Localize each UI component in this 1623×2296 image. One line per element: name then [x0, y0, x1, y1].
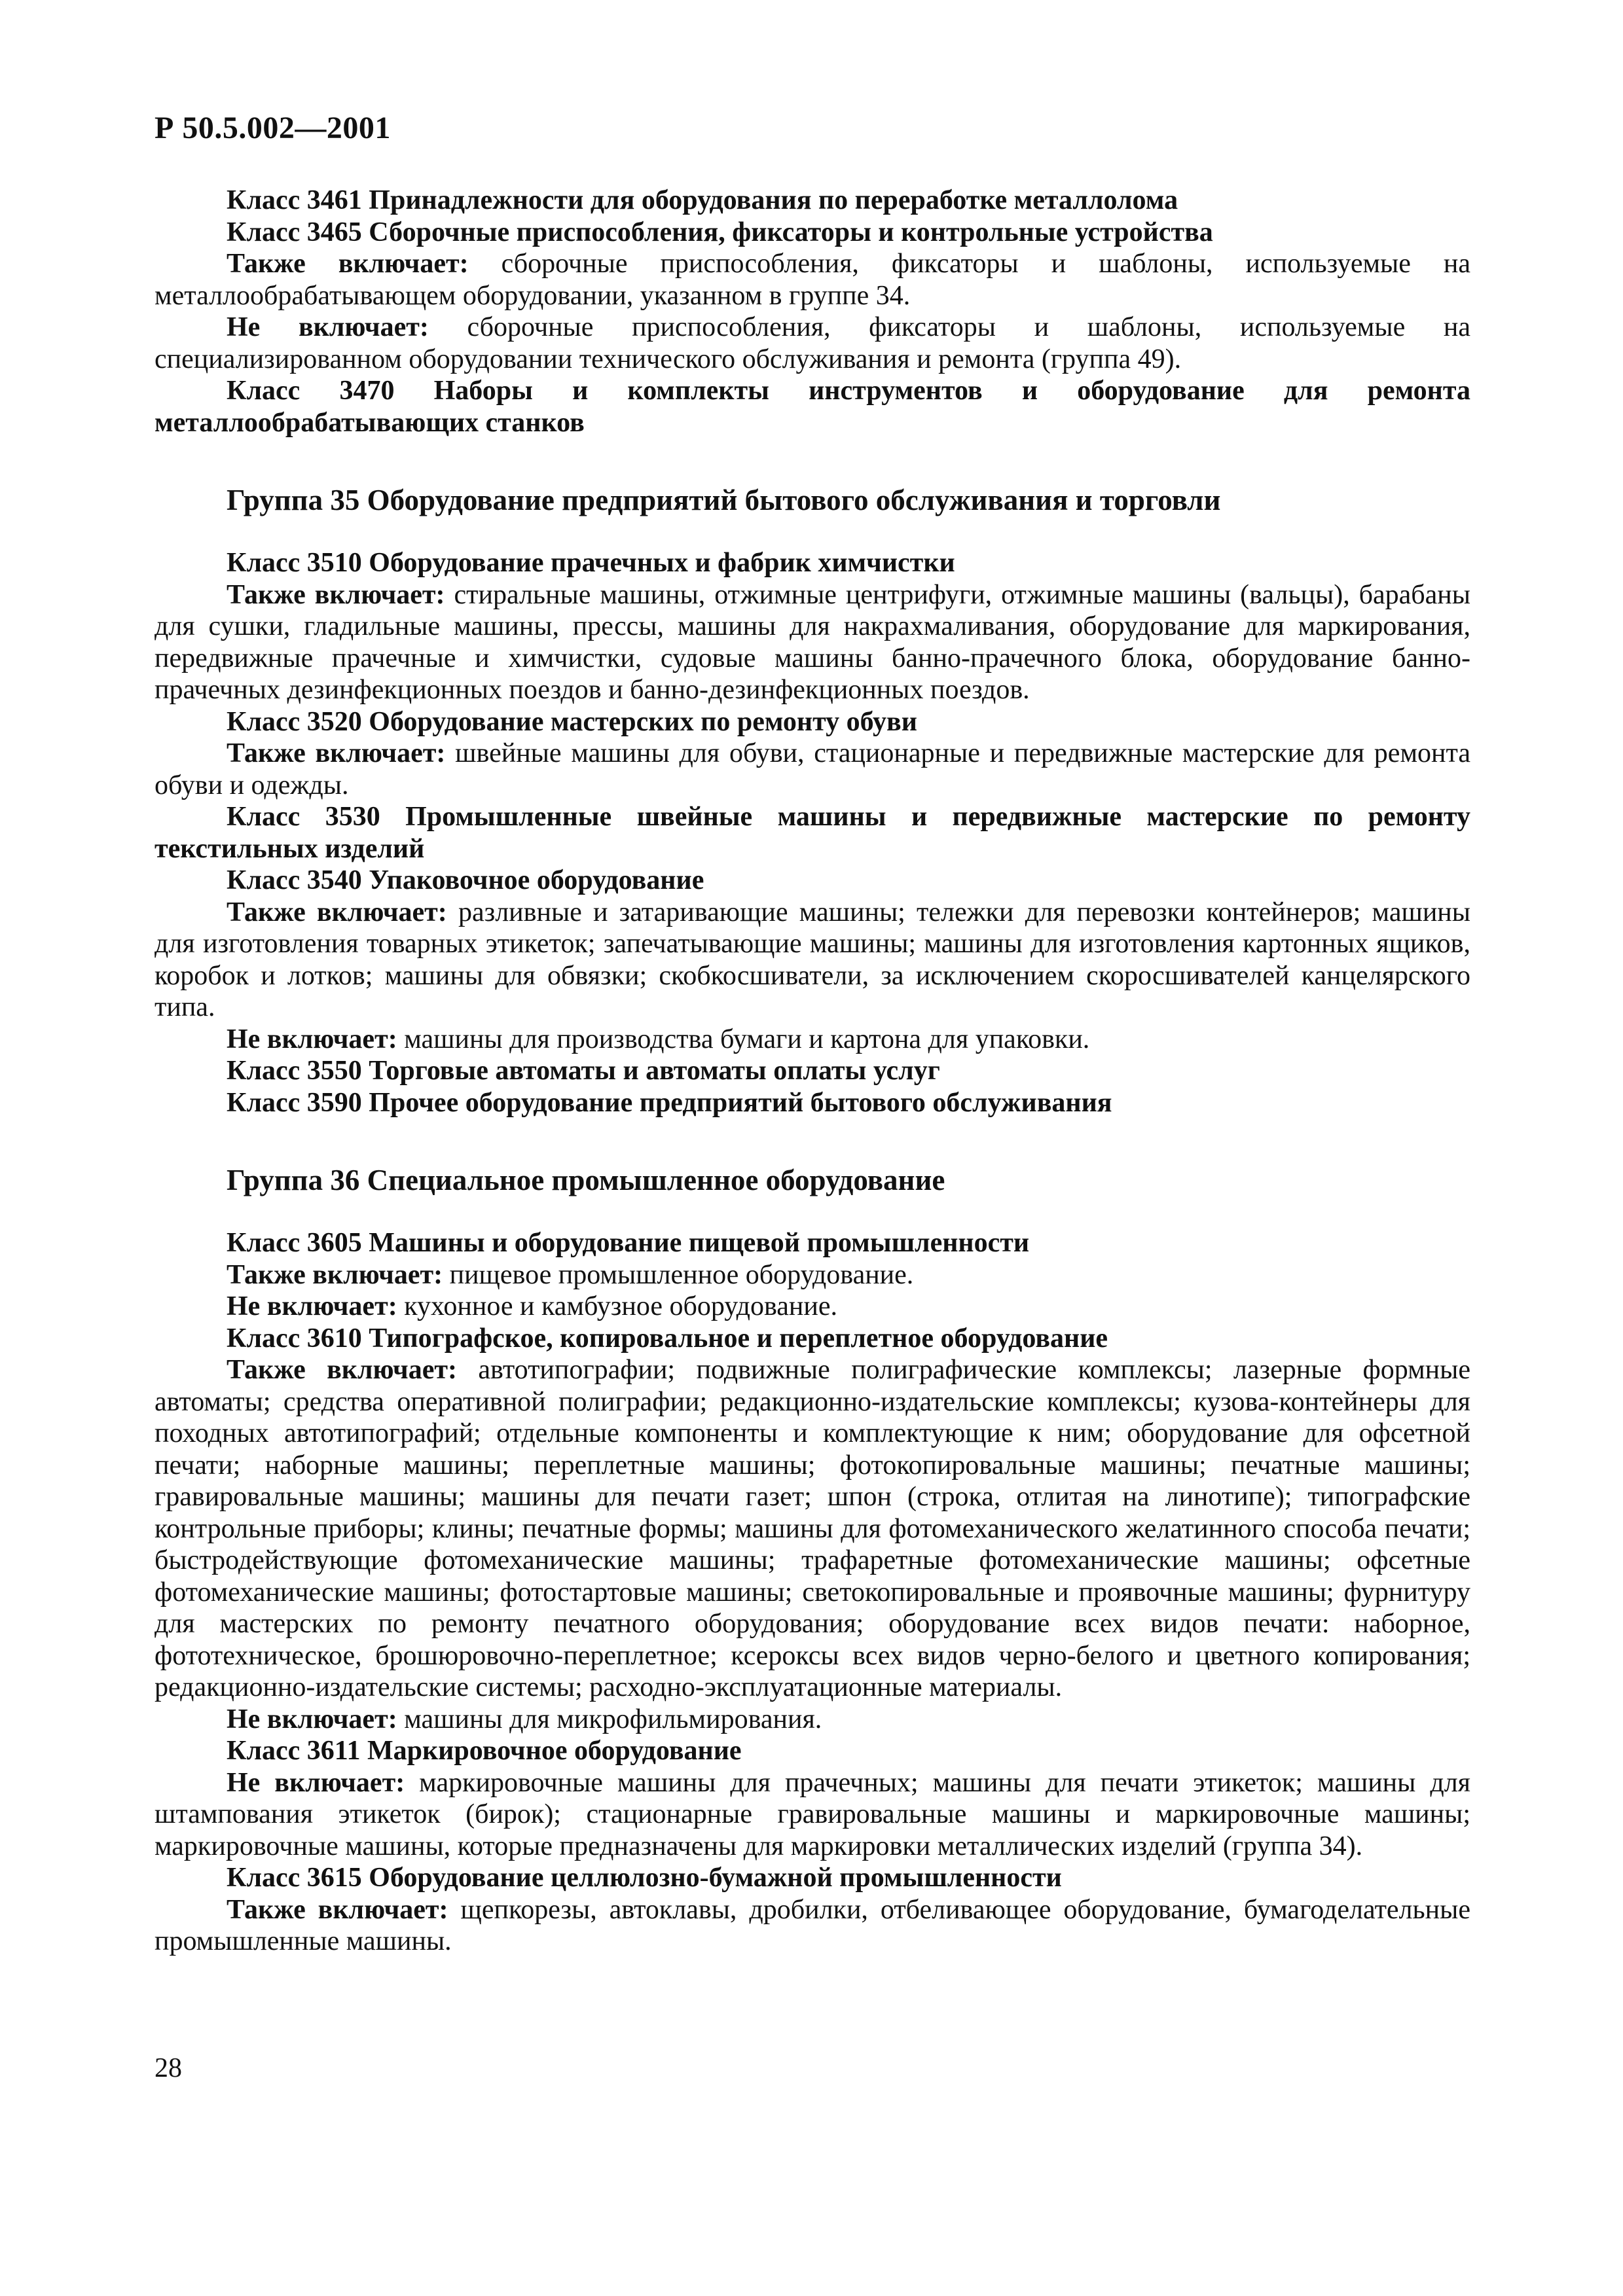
includes-label: Также включает: [227, 579, 445, 610]
excludes-label: Не включает: [227, 312, 429, 342]
class-3611-excludes [155, 1767, 1470, 1863]
class-3610-excludes-text: машины для микрофильмирования. [404, 1704, 822, 1734]
class-3530-title: Класс 3530 Промышленные швейные машины и передвижные мастерские по ремонту текстильных изделий [155, 802, 1470, 864]
group-35-heading: Группа 35 Оборудование предприятий бытового обслуживания и торговли [227, 484, 1221, 516]
excludes-label: Не включает: [227, 1024, 397, 1054]
class-3540-excludes [155, 1024, 1470, 1056]
class-3510-includes [155, 579, 1470, 706]
class-3610-excludes [155, 1704, 1470, 1736]
class-3465-excludes [155, 312, 1470, 375]
class-3470-title: Класс 3470 Наборы и комплекты инструментов и оборудование для ремонта металлообрабатывающих станков [155, 376, 1470, 438]
includes-label: Также включает: [227, 897, 447, 927]
excludes-label: Не включает: [227, 1767, 405, 1798]
document-code-header: Р 50.5.002—2001 [155, 111, 391, 145]
class-3465-includes-text: сборочные приспособления, фиксаторы и шаблоны, используемые на металлообрабатывающем оборудовании, указанном в группе 34. [155, 249, 1471, 311]
class-3605-includes-text: пищевое промышленное оборудование. [449, 1259, 914, 1290]
includes-label: Также включает: [227, 738, 446, 768]
class-3540-includes-text: разливные и затаривающие машины; тележки для перевозки контейнеров; машины для изготовления товарных этикеток; запечатывающие машины; машины для изготовления картонных ящиков, коробок и лотков; машины для обвязки; скобкосшиватели, за исключением скоросшивателей канцелярского типа. [155, 897, 1470, 1022]
class-3610-title: Класс 3610 Типографское, копировальное и переплетное оборудование [227, 1323, 1108, 1354]
class-3610-includes-text: автотипографии; подвижные полиграфические комплексы; лазерные формные автоматы; средства оперативной полиграфии; редакционно-издательские комплексы; кузова-контейнеры для походных автотипографий; отдельные компоненты и комплектующие к ним; оборудование для офсетной печати; наборные машины; переплетные машины; фотокопировальные машины; печатные машины; гравировальные машины; машины для печати газет; шпон (строка, отлитая на линотипе); типографские контрольные приборы; клины; печатные формы; машины для фотомеханического желатинного способа печати; быстродействующие фотомеханические машины; трафаретные фотомеханические машины; офсетные фотомеханические машины; фотостартовые машины; светокопировальные и проявочные машины; фурнитуру для мастерских по ремонту печатного оборудования; оборудование всех видов печати: наборное, фототехническое, брошюровочно-переплетное; ксероксы всех видов черно-белого и цветного копирования; редакционно-издательские системы; расходно-эксплуатационные материалы. [155, 1355, 1470, 1702]
class-3540-includes [155, 897, 1470, 1024]
class-3465-excludes-text: сборочные приспособления, фиксаторы и шаблоны, используемые на специализированном оборудовании технического обслуживания и ремонта (группа 49). [155, 312, 1471, 374]
class-3605-excludes-text: кухонное и камбузное оборудование. [404, 1291, 838, 1321]
class-3520-title: Класс 3520 Оборудование мастерских по ремонту обуви [227, 706, 917, 737]
class-3510-includes-text: стиральные машины, отжимные центрифуги, отжимные машины (вальцы), барабаны для сушки, гладильные машины, прессы, машины для накрахмаливания, оборудование для маркирования, передвижные прачечные и химчистки, судовые машины банно-прачечного блока, оборудование банно-прачечных дезинфекционных поездов и банно-дезинфекционных поездов. [155, 579, 1471, 705]
includes-label: Также включает: [227, 1894, 448, 1925]
page-content [155, 185, 1470, 1958]
class-3611-title: Класс 3611 Маркировочное оборудование [227, 1736, 742, 1766]
group-36-heading: Группа 36 Специальное промышленное оборудование [227, 1164, 945, 1196]
class-3615-title: Класс 3615 Оборудование целлюлозно-бумажной промышленности [227, 1863, 1062, 1893]
excludes-label: Не включает: [227, 1291, 397, 1321]
spacer [155, 518, 1470, 547]
class-3590-title: Класс 3590 Прочее оборудование предприятий бытового обслуживания [227, 1087, 1112, 1118]
class-3465-title: Класс 3465 Сборочные приспособления, фиксаторы и контрольные устройства [227, 217, 1213, 247]
excludes-label: Не включает: [227, 1704, 397, 1734]
includes-label: Также включает: [227, 1259, 443, 1290]
class-3461-title: Класс 3461 Принадлежности для оборудования по переработке металлолома [227, 185, 1178, 215]
class-3520-includes [155, 738, 1470, 801]
includes-label: Также включает: [227, 249, 469, 279]
spacer [155, 1198, 1470, 1227]
page-number: 28 [155, 2053, 182, 2083]
spacer [155, 439, 1470, 482]
spacer [155, 1119, 1470, 1162]
class-3550-title: Класс 3550 Торговые автоматы и автоматы оплаты услуг [227, 1056, 940, 1086]
class-3610-includes [155, 1354, 1470, 1704]
class-3520-includes-text: швейные машины для обуви, стационарные и передвижные мастерские для ремонта обуви и одежды. [155, 738, 1471, 800]
class-3540-title: Класс 3540 Упаковочное оборудование [227, 865, 704, 895]
includes-label: Также включает: [227, 1355, 457, 1385]
class-3605-includes [155, 1259, 1470, 1291]
class-3605-excludes [155, 1291, 1470, 1323]
class-3510-title: Класс 3510 Оборудование прачечных и фабрик химчистки [227, 548, 955, 578]
class-3465-includes [155, 248, 1470, 312]
class-3615-includes-text: щепкорезы, автоклавы, дробилки, отбеливающее оборудование, бумагоделательные промышленные машины. [155, 1894, 1471, 1956]
class-3540-excludes-text: машины для производства бумаги и картона для упаковки. [404, 1024, 1090, 1054]
class-3615-includes [155, 1894, 1470, 1958]
class-3605-title: Класс 3605 Машины и оборудование пищевой промышленности [227, 1228, 1030, 1258]
class-3611-excludes-text: маркировочные машины для прачечных; машины для печати этикеток; машины для штампования этикеток (бирок); стационарные гравировальные машины и маркировочные машины; маркировочные машины, которые предназначены для маркировки металлических изделий (группа 34). [155, 1767, 1470, 1861]
